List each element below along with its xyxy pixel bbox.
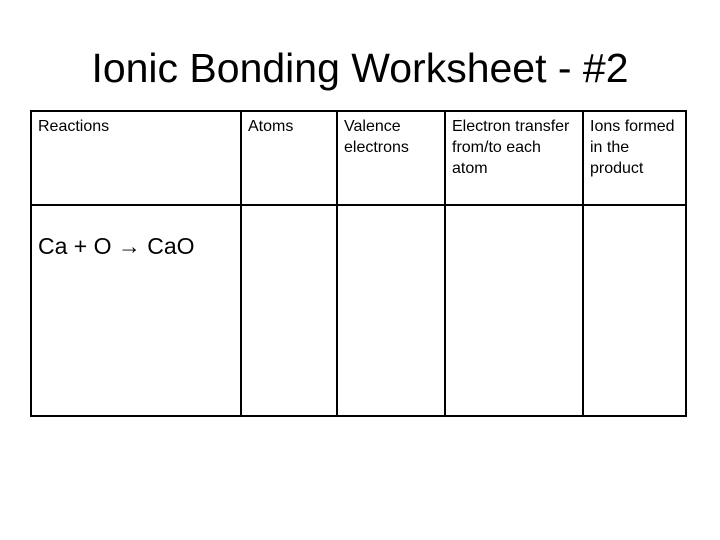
atoms-cell[interactable] (241, 205, 337, 416)
electron-transfer-cell[interactable] (445, 205, 583, 416)
header-atoms: Atoms (241, 111, 337, 205)
header-reactions: Reactions (31, 111, 241, 205)
header-electron-transfer: Electron transfer from/to each atom (445, 111, 583, 205)
header-valence-electrons: Valence electrons (337, 111, 445, 205)
table-row (31, 205, 686, 416)
page-title: Ionic Bonding Worksheet - #2 (91, 45, 629, 91)
table-header-row (31, 111, 686, 205)
worksheet-table (30, 110, 687, 417)
ions-formed-cell[interactable] (583, 205, 686, 416)
valence-electrons-cell[interactable] (337, 205, 445, 416)
header-ions-formed: Ions formed in the product (583, 111, 686, 205)
reaction-cell: Ca + O → CaO (31, 205, 241, 416)
